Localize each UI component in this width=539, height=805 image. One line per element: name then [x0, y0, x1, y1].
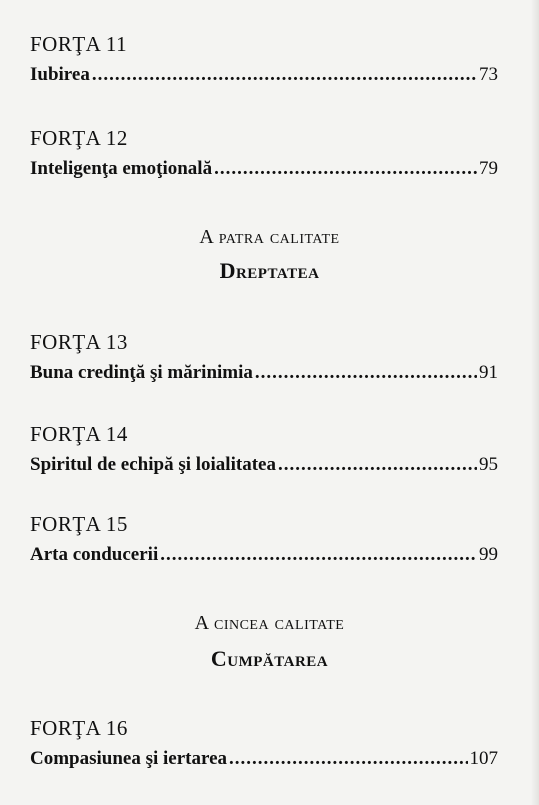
dot-leader: [92, 64, 477, 86]
entry-title: Iubirea: [30, 64, 90, 85]
page-edge-shadow: [531, 0, 539, 805]
forta-15-heading: FORŢA 15: [30, 512, 128, 536]
toc-entry-12: [30, 158, 498, 180]
forta-16-heading: FORŢA 16: [30, 716, 128, 740]
page-number: 73: [479, 64, 498, 85]
page-number: 95: [479, 454, 498, 475]
part-5-title: Cumpătarea: [210, 646, 329, 671]
dot-leader: [160, 544, 477, 566]
dot-leader: [229, 748, 467, 770]
toc-entry-11: [30, 64, 498, 86]
entry-title: Compasiunea şi iertarea: [30, 748, 228, 769]
entry-title: Buna credinţă şi mărinimia: [30, 362, 253, 383]
page-number: 107: [469, 748, 498, 769]
forta-13-heading: FORŢA 13: [30, 330, 128, 354]
dot-leader: [214, 158, 477, 180]
forta-12-heading: FORŢA 12: [30, 126, 128, 150]
entry-title: Spiritul de echipă şi loialitatea: [30, 454, 276, 475]
entry-title: Inteligenţa emoţională: [30, 158, 213, 179]
dot-leader: [278, 454, 477, 476]
entry-title: Arta conducerii: [30, 544, 159, 565]
toc-entry-14: [30, 454, 498, 476]
page-number: 91: [479, 362, 498, 383]
toc-entry-16: [30, 748, 498, 770]
forta-11-heading: FORŢA 11: [30, 32, 128, 56]
part-4-title: Dreptatea: [219, 258, 320, 283]
toc-entry-13: [30, 362, 498, 384]
part-4-subtitle: A patra calitate: [199, 226, 340, 248]
part-5-subtitle: A cincea calitate: [194, 612, 345, 634]
dot-leader: [255, 362, 477, 384]
page-number: 99: [479, 544, 498, 565]
forta-14-heading: FORŢA 14: [30, 422, 128, 446]
page-number: 79: [479, 158, 498, 179]
toc-entry-15: [30, 544, 498, 566]
